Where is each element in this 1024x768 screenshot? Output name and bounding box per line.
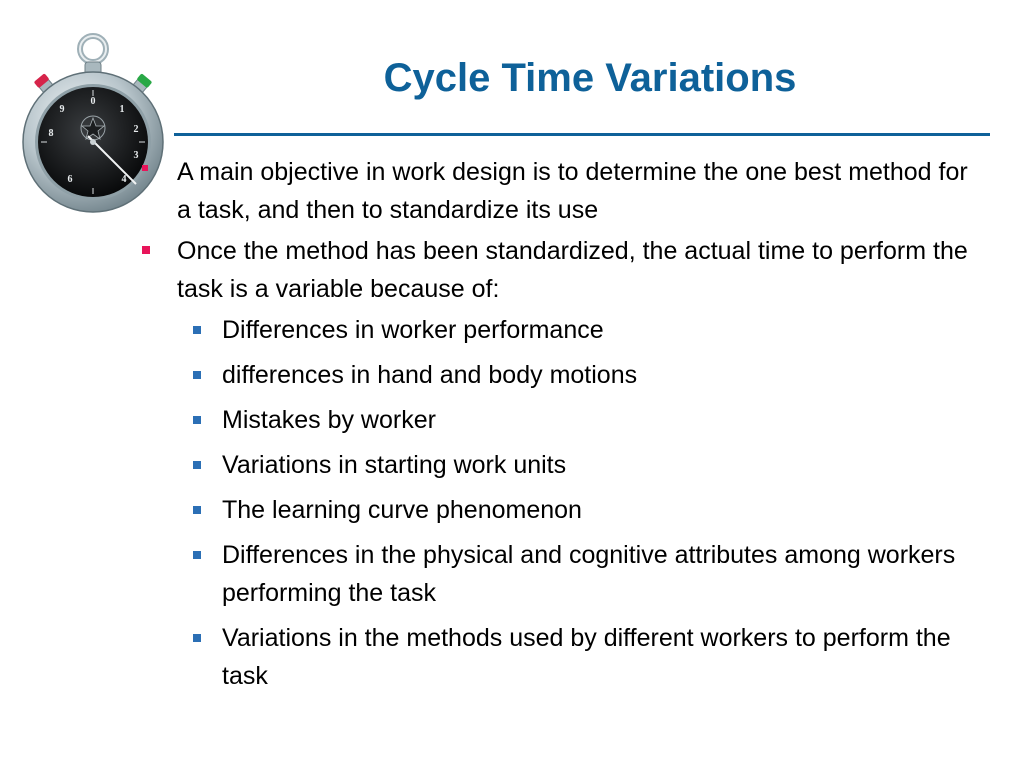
sub-bullet-marker-icon <box>193 326 201 334</box>
dial-number: 9 <box>59 104 65 115</box>
sub-bullet-text: differences in hand and body motions <box>222 361 638 389</box>
sub-bullet-marker-icon <box>193 371 201 379</box>
sub-bullet-text: Variations in starting work units <box>222 451 567 479</box>
title-divider <box>174 133 990 136</box>
dial-number: 4 <box>121 174 127 185</box>
sub-bullet-item <box>0 446 1024 484</box>
sub-bullet-text: Mistakes by worker <box>222 406 436 434</box>
sub-bullet-text: Differences in the physical and cognitive attributes among workers performing the task <box>222 541 956 607</box>
sub-bullet-text: The learning curve phenomenon <box>222 496 582 524</box>
sub-bullet-text: Variations in the methods used by different workers to perform the task <box>222 624 951 690</box>
sub-bullet-item <box>0 311 1024 349</box>
bullet-list <box>0 153 1024 702</box>
dial-number: 8 <box>48 128 54 139</box>
sub-bullet-marker-icon <box>193 416 201 424</box>
dial-number: 3 <box>133 150 139 161</box>
sub-bullet-item <box>0 619 1024 695</box>
bullet-item <box>0 153 1024 229</box>
bullet-marker-icon <box>142 246 150 254</box>
sub-bullet-item <box>0 491 1024 529</box>
sub-bullet-marker-icon <box>193 461 201 469</box>
slide-title: Cycle Time Variations <box>383 56 797 100</box>
sub-bullet-item <box>0 536 1024 612</box>
sub-bullet-text: Differences in worker performance <box>222 316 604 344</box>
sub-bullet-marker-icon <box>193 506 201 514</box>
bullet-text: A main objective in work design is to determine the one best method for a task, and then to standardize its use <box>177 158 968 224</box>
sub-bullet-item <box>0 401 1024 439</box>
sub-bullet-marker-icon <box>193 634 201 642</box>
dial-number: 0 <box>90 96 96 107</box>
dial-number: 6 <box>67 174 73 185</box>
bullet-item <box>0 232 1024 308</box>
sub-bullet-marker-icon <box>193 551 201 559</box>
sub-bullet-item <box>0 356 1024 394</box>
dial-number: 2 <box>133 124 139 135</box>
bullet-text: Once the method has been standardized, the actual time to perform the task is a variable because of: <box>177 237 968 303</box>
dial-number: 1 <box>119 104 125 115</box>
